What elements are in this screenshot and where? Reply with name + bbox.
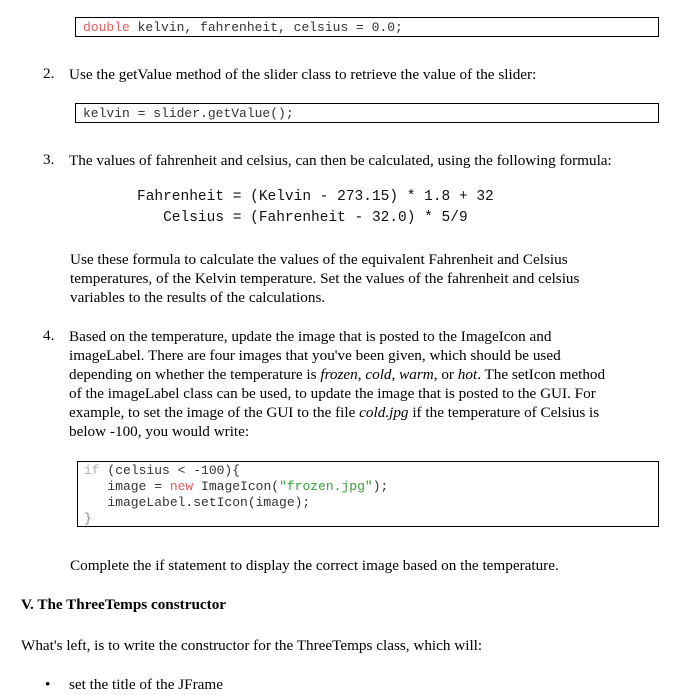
para-line: Use these formula to calculate the values of the equivalent Fahrenheit and Celsius <box>70 251 568 268</box>
para-line: variables to the results of the calculations. <box>70 289 326 306</box>
item-4-line: example, to set the image of the GUI to the file cold.jpg if the temperature of Celsius is <box>69 404 600 421</box>
code-line: } <box>84 511 92 526</box>
bullet-marker: • <box>45 676 51 693</box>
item-4-line: below -100, you would write: <box>69 423 250 440</box>
code-line <box>83 20 403 36</box>
code-line: imageLabel.setIcon(image); <box>84 495 311 510</box>
code-text: kelvin, fahrenheit, celsius = 0.0; <box>129 20 403 35</box>
item-4-line: Based on the temperature, update the image that is posted to the ImageIcon and <box>69 328 552 345</box>
item-2-text: Use the getValue method of the slider class to retrieve the value of the slider: <box>69 66 537 83</box>
code-line: image = new ImageIcon("frozen.jpg"); <box>84 479 389 494</box>
list-number-4: 4. <box>43 327 55 344</box>
code-keyword: double <box>83 20 130 35</box>
item-3-text: The values of fahrenheit and celsius, can then be calculated, using the following formula: <box>69 152 612 169</box>
intro-text: What's left, is to write the constructor for the ThreeTemps class, which will: <box>21 637 483 654</box>
code-line: kelvin = slider.getValue(); <box>83 106 294 121</box>
item-4-line: depending on whether the temperature is frozen, cold, warm, or hot. The setIcon method <box>69 366 606 383</box>
item-4-line: imageLabel. There are four images that you've been given, which should be used <box>69 347 561 364</box>
section-heading: V. The ThreeTemps constructor <box>21 596 227 613</box>
code-block-if-statement <box>77 461 659 527</box>
code-block-declaration <box>75 17 659 37</box>
list-number-3: 3. <box>43 151 55 168</box>
list-number-2: 2. <box>43 65 55 82</box>
code-block-getvalue <box>75 103 659 123</box>
code-line: if (celsius < -100){ <box>84 463 241 478</box>
para-line: temperatures, of the Kelvin temperature. Set the values of the fahrenheit and celsius <box>70 270 580 287</box>
formula-celsius: Celsius = (Fahrenheit - 32.0) * 5/9 <box>137 210 468 226</box>
formula-fahrenheit: Fahrenheit = (Kelvin - 273.15) * 1.8 + 32 <box>137 189 494 205</box>
instruction-text: Complete the if statement to display the correct image based on the temperature. <box>70 557 559 574</box>
bullet-text: set the title of the JFrame <box>69 676 223 693</box>
item-4-line: of the imageLabel class can be used, to update the image that is posted to the GUI. For <box>69 385 596 402</box>
